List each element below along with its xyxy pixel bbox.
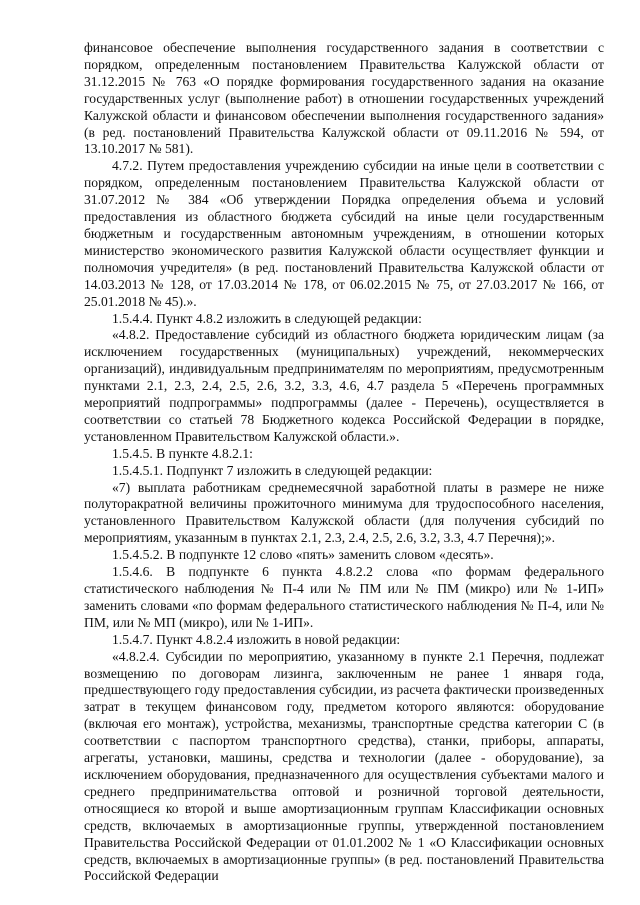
document-body bbox=[84, 40, 604, 885]
paragraph-4-8-2: «4.8.2. Предоставление субсидий из областного бюджета юридическим лицам (за исключением государственных (муниципальных) учреждений, некоммерческих организаций), индивидуальным предпринимателям по мероприятиям, предусмотренным пунктами 2.1, 2.3, 2.4, 2.5, 2.6, 3.2, 3.3, 4.6, 4.7 раздела 5 «Перечень программных мероприятий подпрограммы» подпрограммы (далее - Перечень), осуществляется в соответствии со статьей 78 Бюджетного кодекса Российской Федерации в порядке, установленном Правительством Калужской области.». bbox=[84, 327, 604, 444]
paragraph-1-5-4-7: 1.5.4.7. Пункт 4.8.2.4 изложить в новой редакции: bbox=[112, 631, 401, 647]
paragraph-4-8-2-4: «4.8.2.4. Субсидии по мероприятию, указанному в пункте 2.1 Перечня, подлежат возмещению по договорам лизинга, заключенным не ранее 1 января года, предшествующего году предоставления субсидии, из расчета фактически произведенных затрат в текущем финансовом году, предметом которого являются: оборудование (включая его монтаж), устройства, механизмы, транспортные средства категории С (в соответствии с паспортом транспортного средства), станки, приборы, аппараты, агрегаты, установки, машины, средства и технологии (далее - оборудование), за исключением оборудования, предназначенного для осуществления субъектами малого и среднего предпринимательства оптовой и розничной торговой деятельности, относящиеся ко второй и выше амортизационным группам Классификации основных средств, включаемых в амортизационные группы, утвержденной постановлением Правительства Российской Федерации от 01.01.2002 № 1 «О Классификации основных средств, включаемых в амортизационные группы» (в ред. постановлений Правительства Российской Федерации bbox=[84, 648, 604, 884]
paragraph-continuation: финансовое обеспечение выполнения государственного задания в соответствии с порядком, определенным постановлением Правительства Калужской области от 31.12.2015 № 763 «О порядке формирования государственного задания на оказание государственных услуг (выполнение работ) в отношении государственных учреждений Калужской области и финансовом обеспечении выполнения государственного задания» (в ред. постановлений Правительства Калужской области от 09.11.2016 № 594, от 13.10.2017 № 581). bbox=[84, 40, 604, 157]
paragraph-subpoint-7: «7) выплата работникам среднемесячной заработной платы в размере не ниже полуторакратной величины прожиточного минимума для трудоспособного населения, установленного Правительством Калужской области (для получения субсидий по мероприятиям, указанным в пунктах 2.1, 2.3, 2.4, 2.5, 2.6, 3.2, 3.3, 4.7 Перечня);». bbox=[84, 479, 604, 546]
paragraph-1-5-4-6: 1.5.4.6. В подпункте 6 пункта 4.8.2.2 слова «по формам федерального статистического наблюдения № П-4 или № ПМ или № ПМ (микро) или № 1-ИП» заменить словами «по формам федерального статистического наблюдения № П-4, или № ПМ, или № МП (микро), или № 1-ИП». bbox=[84, 564, 604, 630]
paragraph-1-5-4-5-2: 1.5.4.5.2. В подпункте 12 слово «пять» заменить словом «десять». bbox=[112, 547, 494, 563]
paragraph-4-7-2: 4.7.2. Путем предоставления учреждению субсидии на иные цели в соответствии с порядком, определенным постановлением Правительства Калужской области от 31.07.2012 № 384 «Об утверждении Порядка определения объема и условий предоставления из областного бюджета субсидий на иные цели государственным бюджетным и государственным автономным учреждениям, в отношении которых министерство экономического развития Калужской области осуществляет функции и полномочия учредителя» (в ред. постановлений Правительства Калужской области от 14.03.2013 № 128, от 17.03.2014 № 178, от 06.02.2015 № 75, от 27.03.2017 № 166, от 25.01.2018 № 45).». bbox=[84, 158, 604, 309]
paragraph-1-5-4-4: 1.5.4.4. Пункт 4.8.2 изложить в следующей редакции: bbox=[112, 310, 422, 326]
paragraph-1-5-4-5: 1.5.4.5. В пункте 4.8.2.1: bbox=[112, 445, 253, 461]
paragraph-1-5-4-5-1: 1.5.4.5.1. Подпункт 7 изложить в следующей редакции: bbox=[112, 462, 433, 478]
